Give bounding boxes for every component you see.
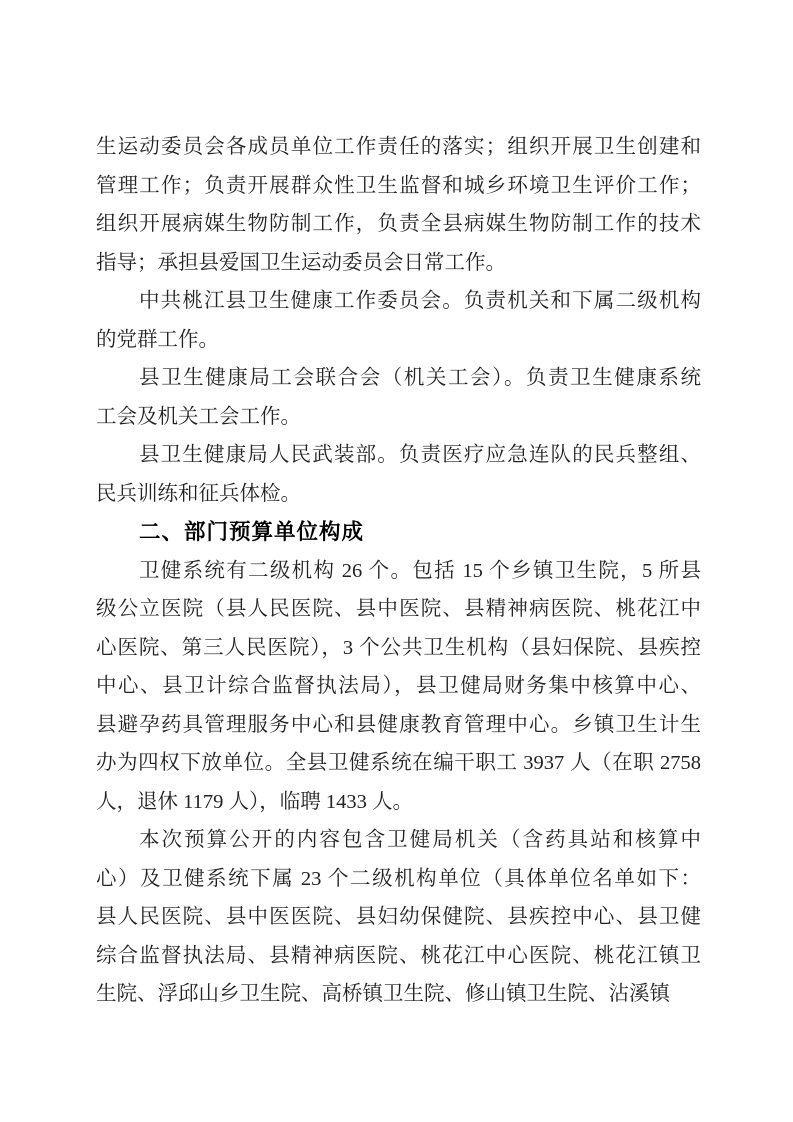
text-line: 中共桃江县卫生健康工作委员会。负责机关和下属二级机构	[139, 290, 701, 312]
text-line: 县避孕药具管理服务中心和县健康教育管理中心。乡镇卫生计生	[96, 713, 701, 736]
text-line: 民兵训练和征兵体检。	[96, 482, 301, 505]
para-patriotic-health-duties	[96, 128, 701, 282]
text-line: 生运动委员会各成员单位工作责任的落实；组织开展卫生创建和	[96, 136, 701, 158]
text-line: 人，退休 1179 人），临聘 1433 人。	[96, 790, 413, 813]
text-line: 心医院、第三人民医院），3 个公共卫生机构（县妇保院、县疾控	[96, 636, 701, 659]
text-line: 指导；承担县爱国卫生运动委员会日常工作。	[96, 251, 506, 274]
text-line: 二、部门预算单位构成	[139, 520, 365, 544]
text-line: 心）及卫健系统下属 23 个二级机构单位（具体单位名单如下：	[96, 867, 701, 890]
text-line: 综合监督执法局、县精神病医院、桃花江中心医院、桃花江镇卫	[96, 944, 701, 967]
text-line: 办为四权下放单位。全县卫健系统在编干职工 3937 人（在职 2758	[96, 752, 701, 774]
text-line: 县卫生健康局工会联合会（机关工会）。负责卫生健康系统	[139, 367, 701, 389]
text-line: 管理工作；负责开展群众性卫生监督和城乡环境卫生评价工作；	[96, 174, 701, 197]
text-line: 卫健系统有二级机构 26 个。包括 15 个乡镇卫生院，5 所县	[139, 559, 701, 582]
text-line: 级公立医院（县人民医院、县中医院、县精神病医院、桃花江中	[96, 598, 701, 620]
text-line: 的党群工作。	[96, 328, 219, 351]
text-line: 工会及机关工会工作。	[96, 405, 301, 428]
para-labor-union	[96, 359, 701, 436]
text-line: 县卫生健康局人民武装部。负责医疗应急连队的民兵整组、	[139, 444, 701, 466]
text-line: 生院、浮邱山乡卫生院、高桥镇卫生院、修山镇卫生院、沾溪镇	[96, 983, 670, 1005]
text-line: 本次预算公开的内容包含卫健局机关（含药具站和核算中	[139, 829, 701, 851]
para-budget-units	[96, 552, 701, 822]
para-peoples-armed-forces	[96, 436, 701, 513]
heading-section-2-budget-unit-composition	[96, 513, 701, 552]
text-line: 组织开展病媒生物防制工作，负责全县病媒生物防制工作的技术	[96, 213, 701, 235]
document-body	[96, 128, 701, 1014]
text-line: 中心、县卫计综合监督执法局），县卫健局财务集中核算中心、	[96, 675, 701, 697]
para-party-work-committee	[96, 282, 701, 359]
text-line: 县人民医院、县中医医院、县妇幼保健院、县疾控中心、县卫健	[96, 906, 701, 928]
para-budget-disclosure-scope	[96, 821, 701, 1014]
